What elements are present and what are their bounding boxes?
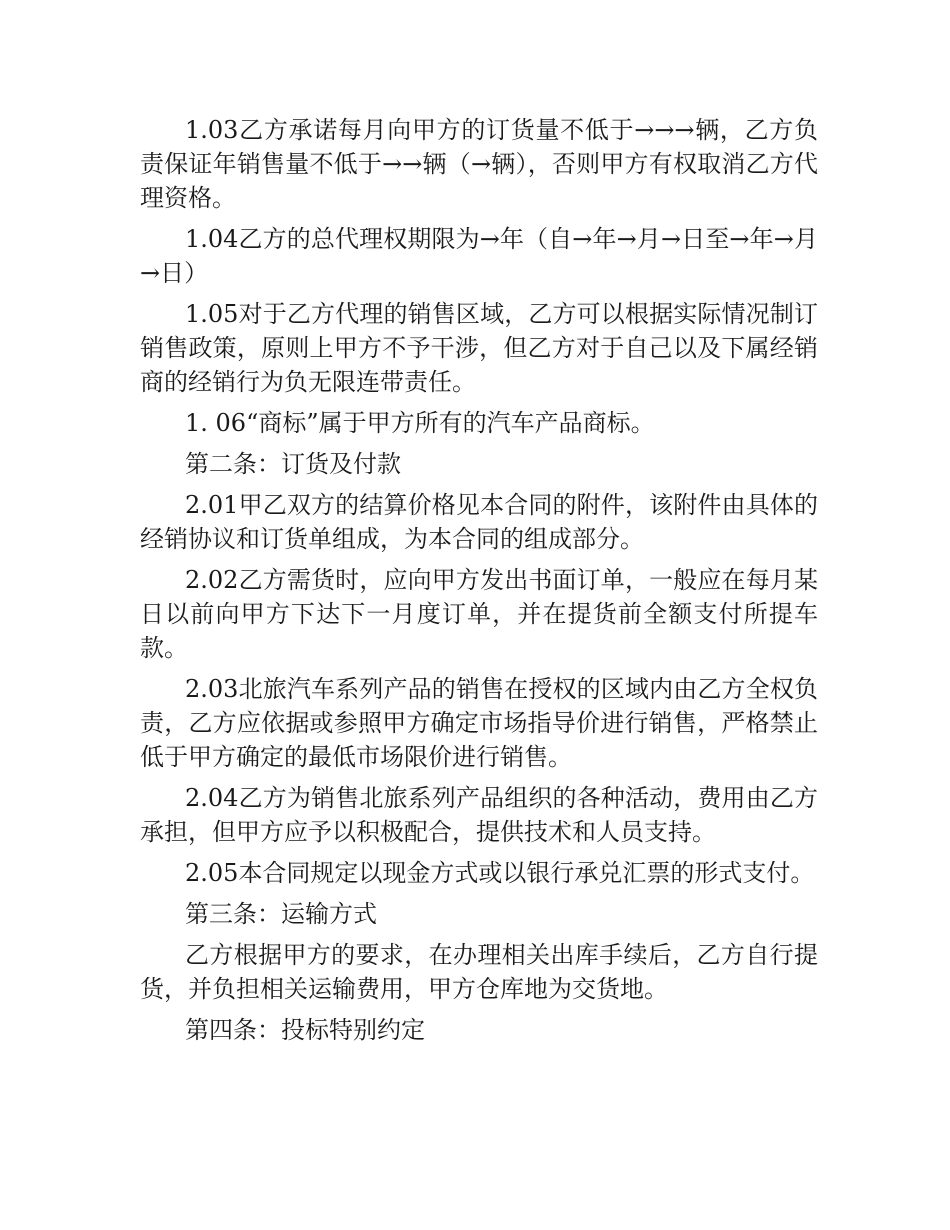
section-heading-article-4: 第四条：投标特别约定 — [185, 1016, 425, 1044]
section-heading-article-3: 第三条：运输方式 — [185, 900, 377, 928]
clause-2-03: 2.03北旅汽车系列产品的销售在授权的区域内由乙方全权负责，乙方应依据或参照甲方确定市场指导价进行销售，严格禁止低于甲方确定的最低市场限价进行销售。 — [140, 675, 818, 771]
clause-2-01: 2.01甲乙双方的结算价格见本合同的附件，该附件由具体的经销协议和订货单组成，为本合同的组成部分。 — [140, 491, 818, 553]
clause-2-05: 2.05本合同规定以现金方式或以银行承兑汇票的形式支付。 — [185, 859, 815, 887]
clause-1-03: 1.03乙方承诺每月向甲方的订货量不低于→→→辆，乙方负责保证年销售量不低于→→辆（→辆），否则甲方有权取消乙方代理资格。 — [140, 116, 818, 212]
clause-1-04: 1.04乙方的总代理权期限为→年（自→年→月→日至→年→月→日） — [140, 225, 818, 287]
clause-3-transport: 乙方根据甲方的要求，在办理相关出库手续后，乙方自行提货，并负担相关运输费用，甲方仓库地为交货地。 — [140, 941, 818, 1003]
clause-1-05: 1.05对于乙方代理的销售区域，乙方可以根据实际情况制订销售政策，原则上甲方不予干涉，但乙方对于自己以及下属经销商的经销行为负无限连带责任。 — [140, 300, 818, 396]
clause-1-06: 1. 06“商标”属于甲方所有的汽车产品商标。 — [185, 409, 655, 437]
clause-2-02: 2.02乙方需货时，应向甲方发出书面订单，一般应在每月某日以前向甲方下达下一月度订单，并在提货前全额支付所提车款。 — [140, 566, 818, 662]
clause-2-04: 2.04乙方为销售北旅系列产品组织的各种活动，费用由乙方承担，但甲方应予以积极配合，提供技术和人员支持。 — [140, 784, 818, 846]
document-body — [140, 113, 818, 1054]
section-heading-article-2: 第二条：订货及付款 — [185, 450, 401, 478]
